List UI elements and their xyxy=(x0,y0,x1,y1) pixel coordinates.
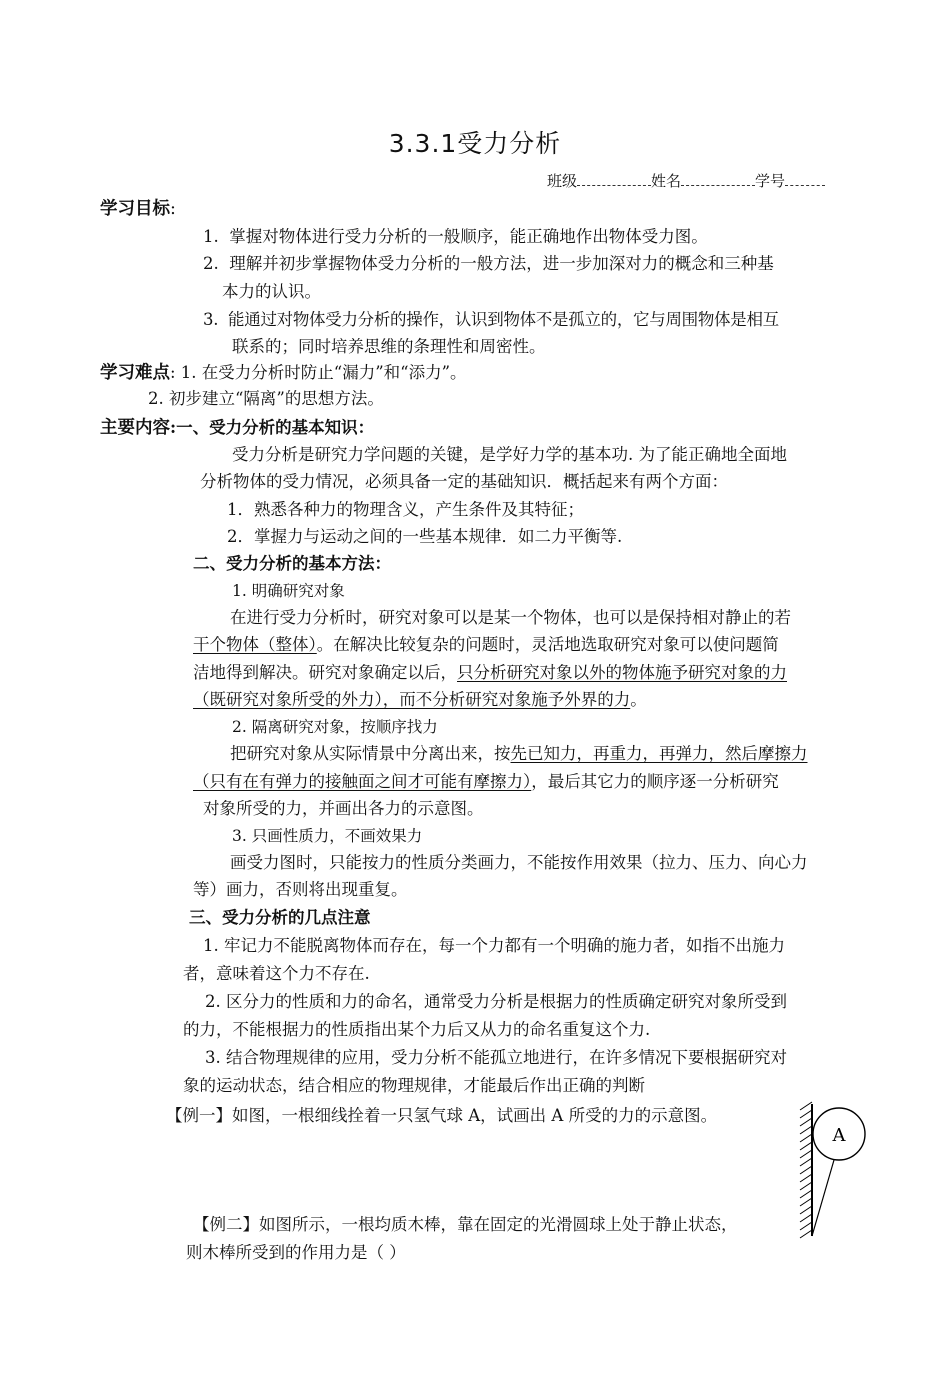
objective-item-2: 2. 理解并初步掌握物体受力分析的一般方法，进一步加深对力的概念和三种基 xyxy=(203,254,774,273)
s1-paragraph-line-2: 分析物体的受力情况，必须具备一定的基础知识．概括起来有两个方面： xyxy=(200,472,728,491)
example-2-line-2: 则木棒所受到的作用力是（ ） xyxy=(186,1243,406,1262)
objective-item-3-cont: 联系的；同时培养思维的条理性和周密性。 xyxy=(232,337,546,356)
section-3-title: 三、受力分析的几点注意 xyxy=(189,908,371,927)
s2-paragraph-1-line-4: （既研究对象所受的外力），而不分析研究对象施予外界的力。 xyxy=(193,690,647,709)
s3-note-3-line-1: 3. 结合物理规律的应用，受力分析不能孤立地进行，在许多情况下要根据研究对 xyxy=(205,1048,787,1067)
s2-paragraph-1-line-3: 洁地得到解决。研究对象确定以后，只分析研究对象以外的物体施予研究对象的力 xyxy=(193,663,787,682)
s2-paragraph-1-line-1: 在进行受力分析时，研究对象可以是某一个物体，也可以是保持相对静止的若 xyxy=(230,608,791,627)
id-label: 学号 xyxy=(755,172,786,190)
s1-item-1: 1．熟悉各种力的物理含义，产生条件及其特征； xyxy=(227,500,584,519)
s2-paragraph-3-line-2: 等）画力，否则将出现重复。 xyxy=(193,880,408,899)
s3-note-2-line-2: 的力，不能根据力的性质指出某个力后又从力的命名重复这个力. xyxy=(183,1020,651,1039)
example-2-line-1: 【例二】如图所示，一根均质木棒，靠在固定的光滑圆球上处于静止状态， xyxy=(193,1215,738,1234)
name-blank[interactable] xyxy=(681,171,755,186)
balloon-wall-figure xyxy=(796,1096,876,1256)
student-info-line xyxy=(547,170,825,192)
string-line xyxy=(812,1160,834,1236)
s2-heading-1: 1. 明确研究对象 xyxy=(232,582,345,600)
s2-paragraph-1-line-2: 干个物体（整体）。在解决比较复杂的问题时，灵活地选取研究对象可以使问题简 xyxy=(193,635,779,654)
s3-note-1-line-2: 者，意味着这个力不存在. xyxy=(183,964,370,983)
page-title: 3.3.1受力分析 xyxy=(388,129,562,158)
example-1-text: 【例一】如图，一根细线拴着一只氢气球 A，试画出 A 所受的力的示意图。 xyxy=(166,1106,718,1125)
class-blank[interactable] xyxy=(577,171,651,186)
s1-paragraph-line-1: 受力分析是研究力学问题的关键，是学好力学的基本功. 为了能正确地全面地 xyxy=(232,445,787,464)
s3-note-1-line-1: 1. 牢记力不能脱离物体而存在，每一个力都有一个明确的施力者，如指不出施力 xyxy=(203,936,785,955)
s2-paragraph-2-line-2: （只有在有弹力的接触面之间才可能有摩擦力），最后其它力的顺序逐一分析研究 xyxy=(193,772,779,791)
section-2-title: 二、受力分析的基本方法： xyxy=(193,554,391,573)
s2-heading-3: 3. 只画性质力，不画效果力 xyxy=(232,827,423,845)
objective-item-3: 3. 能通过对物体受力分析的操作，认识到物体不是孤立的，它与周围物体是相互 xyxy=(203,310,779,329)
class-label: 班级 xyxy=(547,172,578,190)
balloon-a-label: A xyxy=(832,1125,846,1146)
difficulty-line-2: 2. 初步建立“隔离”的思想方法。 xyxy=(148,389,384,408)
id-blank[interactable] xyxy=(785,171,825,186)
s2-paragraph-2-line-1: 把研究对象从实际情景中分离出来，按先已知力，再重力，再弹力，然后摩擦力 xyxy=(230,744,808,763)
s2-paragraph-2-line-3: 对象所受的力，并画出各力的示意图。 xyxy=(203,799,484,818)
s3-note-3-line-2: 象的运动状态，结合相应的物理规律，才能最后作出正确的判断 xyxy=(183,1076,645,1095)
content-section-1-title: 主要内容:一、受力分析的基本知识： xyxy=(100,418,375,438)
objective-item-2-cont: 本力的认识。 xyxy=(222,282,321,301)
s2-heading-2: 2. 隔离研究对象，按顺序找力 xyxy=(232,718,438,736)
objective-item-1: 1. 掌握对物体进行受力分析的一般顺序，能正确地作出物体受力图。 xyxy=(203,227,708,246)
difficulty-line-1: 学习难点: 1. 在受力分析时防止“漏力”和“添力”。 xyxy=(100,363,467,383)
s3-note-2-line-1: 2. 区分力的性质和力的命名，通常受力分析是根据力的性质确定研究对象所受到 xyxy=(205,992,787,1011)
name-label: 姓名 xyxy=(651,172,682,190)
s2-paragraph-3-line-1: 画受力图时，只能按力的性质分类画力，不能按作用效果（拉力、压力、向心力 xyxy=(230,853,808,872)
s1-item-2: 2．掌握力与运动之间的一些基本规律．如二力平衡等. xyxy=(227,527,623,546)
objectives-heading: 学习目标: xyxy=(100,199,176,219)
wall-hatching xyxy=(800,1102,812,1238)
